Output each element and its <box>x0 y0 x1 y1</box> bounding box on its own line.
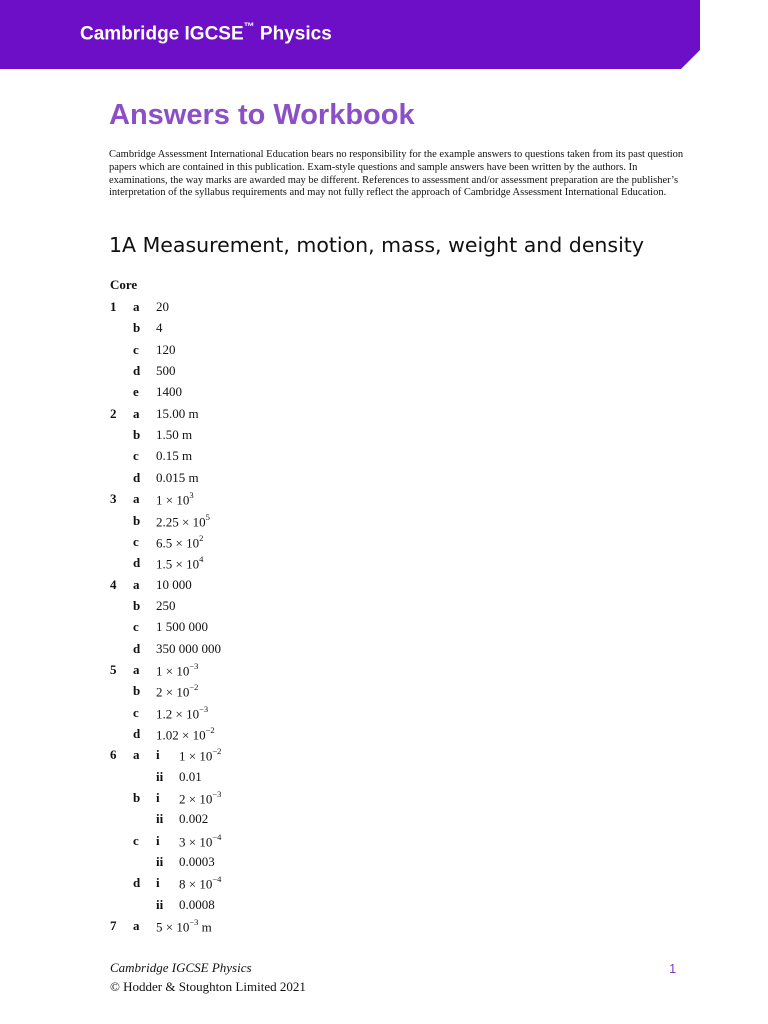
answer-unit: m <box>198 919 212 935</box>
part-label: e <box>133 384 139 400</box>
answer-value <box>156 662 198 679</box>
answer-text: 500 <box>156 363 176 379</box>
answer-row <box>0 790 768 811</box>
answer-row <box>0 619 768 640</box>
answer-text: 2.25 × 10 <box>156 513 206 529</box>
core-subheading: Core <box>110 277 138 292</box>
part-label: a <box>133 661 140 677</box>
answer-exponent: −4 <box>212 831 222 842</box>
part-label: c <box>133 533 139 549</box>
answer-row <box>0 363 768 384</box>
part-label: b <box>133 790 141 806</box>
header-title-text: Cambridge IGCSE <box>80 23 244 45</box>
subpart-label: ii <box>156 896 164 912</box>
answer-value <box>156 299 169 315</box>
part-label: a <box>133 299 140 314</box>
answer-row <box>0 513 768 534</box>
answer-text: 1400 <box>156 384 182 400</box>
answer-row <box>0 577 768 598</box>
part-label: d <box>133 640 141 656</box>
answer-text: 3 × 10 <box>179 834 213 850</box>
page-title: Answers to Workbook <box>109 99 415 131</box>
part-label: b <box>133 427 141 443</box>
answer-exponent: 5 <box>205 511 210 522</box>
disclaimer-text: Cambridge Assessment International Education bears no responsibility for the example answers to questions taken from its past question papers which are contained in this publication. Exam-style questions and sample answers have been written by the authors. In examinations, the way marks are awarded may be different. References to assessment and/or assessment preparation are the publisher’s interpretation of the syllabus requirements and may not fully reflect the approach of Cambridge Assessment International Education. <box>109 149 684 199</box>
answer-exponent: −2 <box>205 725 215 735</box>
answer-text: 6.5 × 10 <box>156 535 200 551</box>
part-label: b <box>133 597 141 613</box>
answer-value <box>156 683 198 700</box>
header-title <box>80 23 332 45</box>
answer-value <box>179 769 202 785</box>
answer-text: 1 500 000 <box>156 619 208 635</box>
answer-text: 1.2 × 10 <box>156 705 200 721</box>
answer-value <box>179 747 221 764</box>
section-heading: 1A Measurement, motion, mass, weight and density <box>109 233 644 257</box>
answer-text: 120 <box>156 341 176 357</box>
footer-copyright: © Hodder & Stoughton Limited 2021 <box>110 979 306 994</box>
answer-exponent: −3 <box>189 917 199 928</box>
answer-value <box>179 875 221 892</box>
subpart-label: i <box>156 875 160 891</box>
answer-exponent: −4 <box>212 874 222 885</box>
answer-value <box>179 833 221 850</box>
part-label: d <box>133 875 141 891</box>
part-label: c <box>133 832 139 848</box>
answer-row <box>0 598 768 619</box>
answer-value <box>179 790 221 807</box>
part-label: a <box>133 747 140 763</box>
question-number: 5 <box>110 661 117 677</box>
answer-row <box>0 406 768 427</box>
answer-row <box>0 769 768 790</box>
answer-row <box>0 641 768 662</box>
answer-row <box>0 897 768 918</box>
part-label: b <box>133 512 141 528</box>
answer-row <box>0 875 768 896</box>
answer-value <box>156 555 203 572</box>
subpart-label: i <box>156 832 160 848</box>
answer-row <box>0 662 768 683</box>
answer-text: 1.5 × 10 <box>156 556 200 572</box>
trademark-symbol: ™ <box>243 21 255 33</box>
subpart-label: i <box>156 790 160 806</box>
answer-text: 0.0008 <box>179 896 215 912</box>
page-number: 1 <box>669 961 677 976</box>
answer-row <box>0 534 768 555</box>
answer-row <box>0 683 768 704</box>
answer-row <box>0 342 768 363</box>
subpart-label: i <box>156 747 160 763</box>
part-label: b <box>133 320 141 336</box>
question-number: 3 <box>110 491 117 507</box>
answer-value <box>156 598 176 614</box>
answer-value <box>156 641 221 657</box>
answer-value <box>156 534 203 551</box>
answer-row <box>0 705 768 726</box>
answer-text: 10 000 <box>156 576 192 592</box>
answer-text: 1.02 × 10 <box>156 727 206 743</box>
answer-text: 250 <box>156 597 176 613</box>
answer-text: 2 × 10 <box>179 791 213 807</box>
answer-exponent: 4 <box>199 554 204 565</box>
subpart-label: ii <box>156 854 164 870</box>
answer-value <box>156 619 208 635</box>
answer-text: 8 × 10 <box>179 876 213 892</box>
part-label: a <box>133 491 140 507</box>
subpart-label: ii <box>156 811 164 827</box>
part-label: d <box>133 726 141 741</box>
answer-value <box>156 470 199 486</box>
part-label: a <box>133 918 140 934</box>
answer-row <box>0 427 768 448</box>
footer-book-title: Cambridge IGCSE Physics <box>110 960 252 975</box>
answer-value <box>156 406 199 422</box>
answer-value <box>156 513 210 530</box>
answer-text: 0.01 <box>179 768 202 784</box>
answer-text: 15.00 m <box>156 405 199 421</box>
answer-row <box>0 726 768 747</box>
answer-value <box>156 320 163 336</box>
answer-value <box>156 448 192 464</box>
answer-exponent: −2 <box>212 746 222 757</box>
question-number: 2 <box>110 405 117 421</box>
answer-value <box>156 342 176 358</box>
subpart-label: ii <box>156 768 164 784</box>
answer-exponent: −3 <box>189 660 199 671</box>
answer-value <box>156 918 212 935</box>
answer-row <box>0 320 768 341</box>
answer-text: 5 × 10 <box>156 919 190 935</box>
answer-text: 1.50 m <box>156 427 193 443</box>
answer-row <box>0 555 768 576</box>
answer-text: 0.002 <box>179 811 209 827</box>
answer-row <box>0 747 768 768</box>
answer-value <box>156 491 194 508</box>
answer-exponent: 3 <box>189 490 194 501</box>
part-label: d <box>133 363 141 379</box>
answer-row <box>0 854 768 875</box>
answer-text: 0.15 m <box>156 448 193 464</box>
answer-text: 1 × 10 <box>156 492 190 508</box>
answer-row <box>0 811 768 832</box>
answer-value <box>179 811 208 827</box>
answer-value <box>156 384 182 400</box>
part-label: d <box>133 469 141 485</box>
answer-row <box>0 448 768 469</box>
answer-value <box>179 854 215 870</box>
part-label: b <box>133 683 141 699</box>
answer-exponent: −3 <box>199 703 209 714</box>
answer-text: 0.015 m <box>156 469 199 485</box>
part-label: a <box>133 405 140 421</box>
answer-value <box>156 705 208 722</box>
answer-text: 20 <box>156 299 169 314</box>
answer-row <box>0 918 768 939</box>
answer-exponent: 2 <box>199 532 204 543</box>
answer-value <box>156 363 176 379</box>
part-label: c <box>133 341 139 357</box>
answer-text: 4 <box>156 320 163 336</box>
answer-value <box>156 427 192 443</box>
answer-value <box>156 577 192 593</box>
answer-row <box>0 833 768 854</box>
part-label: a <box>133 576 140 592</box>
answer-row <box>0 384 768 405</box>
part-label: c <box>133 448 139 464</box>
answer-value <box>179 897 215 913</box>
answer-text: 1 × 10 <box>179 748 213 764</box>
answer-text: 2 × 10 <box>156 684 190 700</box>
part-label: c <box>133 704 139 720</box>
answer-exponent: −3 <box>212 789 222 800</box>
answer-row <box>0 491 768 512</box>
answer-exponent: −2 <box>189 682 199 693</box>
question-number: 6 <box>110 747 117 763</box>
answer-row <box>0 299 768 320</box>
question-number: 1 <box>110 299 117 314</box>
answer-text: 0.0003 <box>179 854 215 870</box>
part-label: c <box>133 619 139 635</box>
question-number: 4 <box>110 576 117 592</box>
answer-row <box>0 470 768 491</box>
answer-text: 350 000 000 <box>156 640 221 656</box>
answer-text: 1 × 10 <box>156 663 190 679</box>
part-label: d <box>133 555 141 571</box>
header-subject: Physics <box>254 23 332 45</box>
answer-value <box>156 726 215 743</box>
question-number: 7 <box>110 918 117 934</box>
